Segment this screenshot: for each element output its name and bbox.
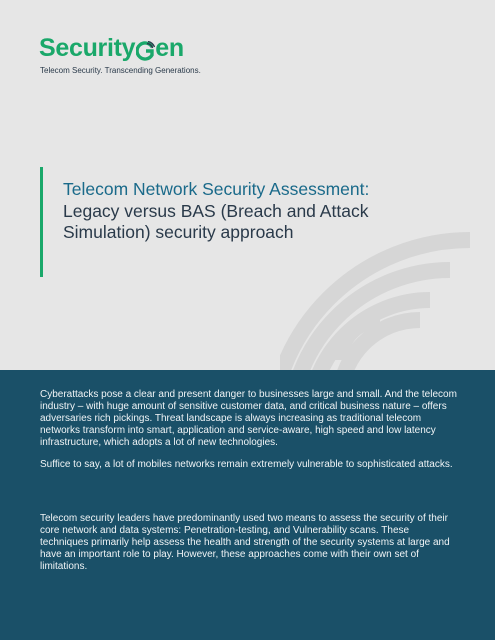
logo-text-en: en bbox=[155, 34, 184, 62]
cover-body bbox=[0, 370, 495, 640]
logo-g-signal-icon bbox=[136, 39, 155, 59]
tagline: Telecom Security. Transcending Generations. bbox=[40, 66, 201, 75]
title-highlight: Telecom Network Security Assessment: bbox=[63, 179, 370, 199]
page-title bbox=[63, 179, 403, 244]
body-paragraph-3: Telecom security leaders have predominantly used two means to assess the security of their core network and data systems: Penetration-testing, and Vulnerability scans. These techniques primarily help assess the health and strength of the security systems at large and have an important role to play. However, these approaches come with their own set of limitations. bbox=[40, 513, 450, 572]
title-block bbox=[40, 167, 403, 277]
body-paragraph-1: Cyberattacks pose a clear and present danger to businesses large and small. And the telecom industry – with huge amount of sensitive customer data, and critical business nature – offers adversaries rich pickings. Threat landscape is always increasing as traditional telecom networks transform into smart, application and service-aware, high speed and low latency infrastructure, which adopts a lot of new technologies. bbox=[40, 389, 457, 448]
securitygen-logo bbox=[39, 34, 184, 63]
body-paragraph-2: Suffice to say, a lot of mobiles networks remain extremely vulnerable to sophisticated attacks. bbox=[40, 459, 453, 470]
title-rest: Legacy versus BAS (Breach and Attack Simulation) security approach bbox=[63, 200, 369, 242]
logo-text-security: Security bbox=[39, 34, 136, 62]
